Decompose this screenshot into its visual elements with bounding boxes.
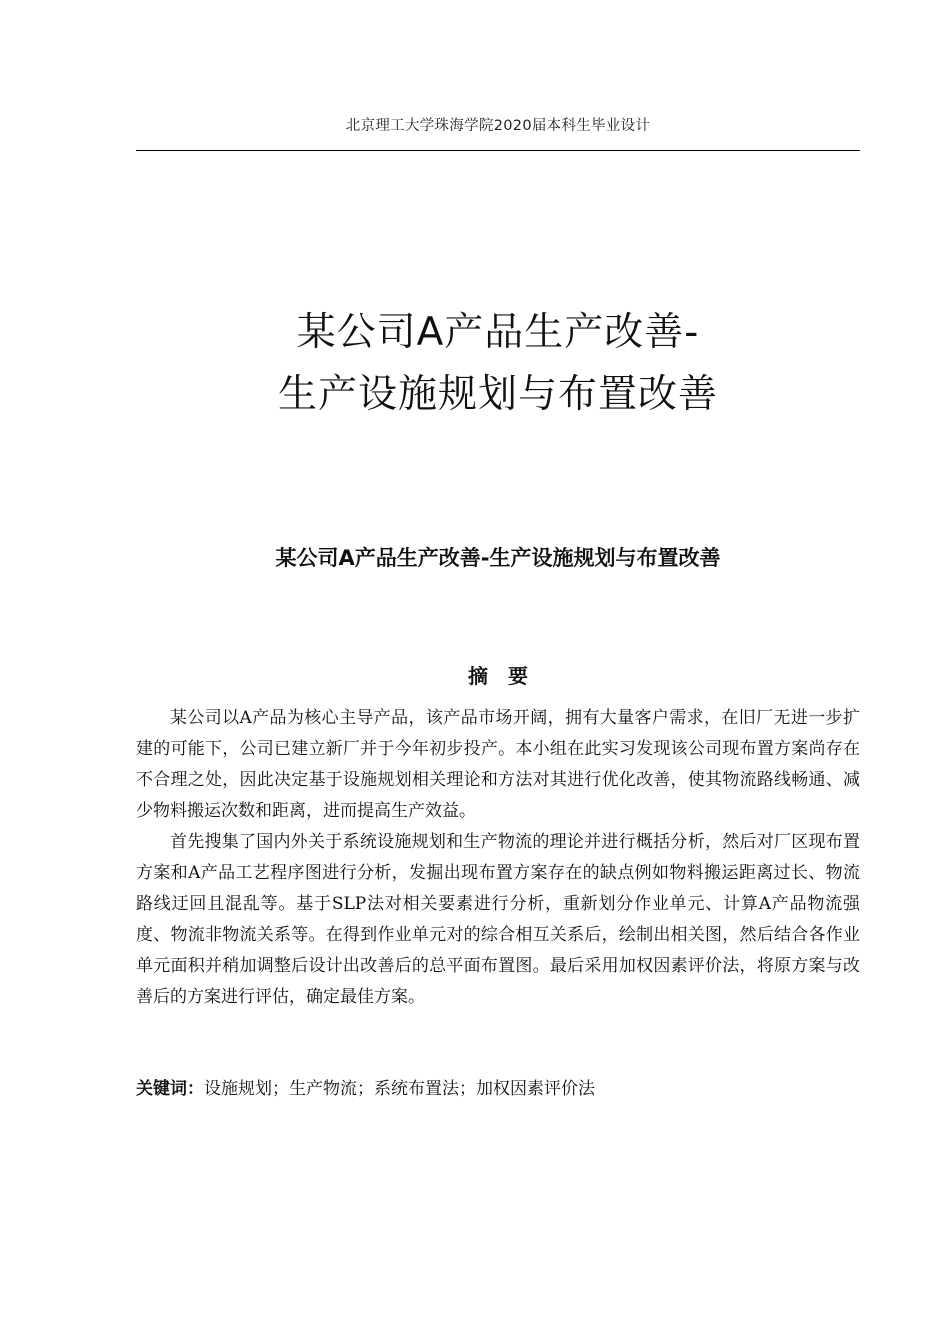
keywords-line	[136, 1074, 860, 1105]
thesis-title-line-1: 某公司A产品生产改善-	[296, 310, 700, 355]
abstract-heading: 摘要	[468, 664, 548, 688]
abstract-paragraph-1: 某公司以A产品为核心主导产品，该产品市场开阔，拥有大量客户需求，在旧厂无进一步扩建的可能下，公司已建立新厂并于今年初步投产。本小组在此实习发现该公司现布置方案尚存在不合理之处，因此决定基于设施规划相关理论和方法对其进行优化改善，使其物流路线畅通、减少物料搬运次数和距离，进而提高生产效益。	[136, 708, 860, 821]
abstract-body	[136, 703, 860, 1013]
page-header: 北京理工大学珠海学院2020届本科生毕业设计	[345, 118, 651, 134]
abstract-paragraph-2: 首先搜集了国内外关于系统设施规划和生产物流的理论并进行概括分析，然后对厂区现布置方案和A产品工艺程序图进行分析，发掘出现布置方案存在的缺点例如物料搬运距离过长、物流路线迂回且混乱等。基于SLP法对相关要素进行分析，重新划分作业单元、计算A产品物流强度、物流非物流关系等。在得到作业单元对的综合相互关系后，绘制出相关图，然后结合各作业单元面积并稍加调整后设计出改善后的总平面布置图。最后采用加权因素评价法，将原方案与改善后的方案进行评估，确定最佳方案。	[136, 832, 860, 1007]
keywords-value: 设施规划；生产物流；系统布置法；加权因素评价法	[204, 1079, 595, 1099]
keywords-label: 关键词：	[136, 1079, 204, 1099]
header-divider	[136, 150, 860, 151]
thesis-title-line-2: 生产设施规划与布置改善	[277, 372, 718, 417]
abstract-page-title: 某公司A产品生产改善-生产设施规划与布置改善	[275, 546, 721, 570]
